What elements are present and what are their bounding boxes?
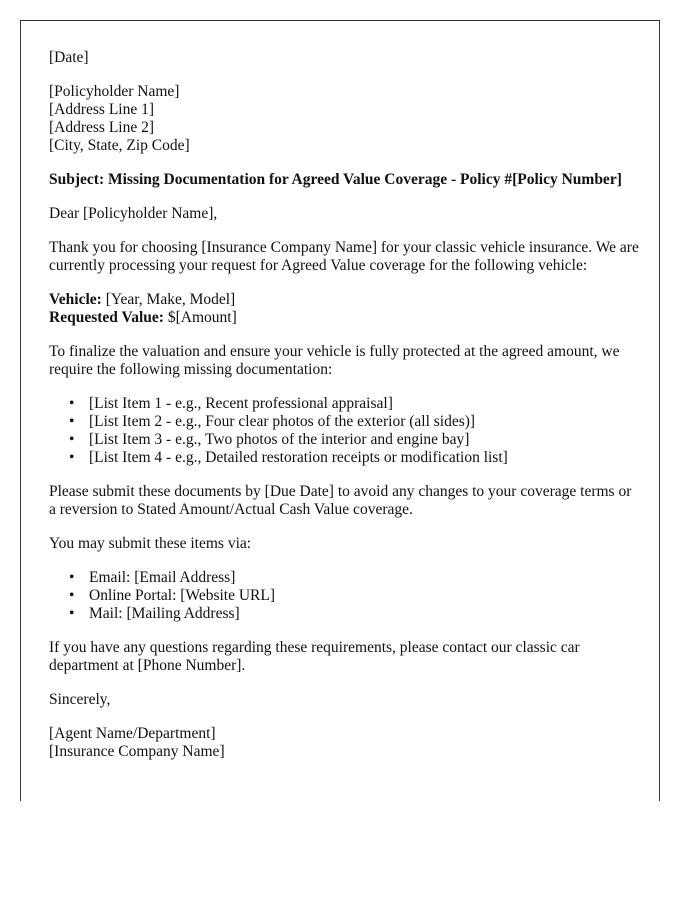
letter-date: [Date] [49, 49, 89, 66]
requirements-intro: To finalize the valuation and ensure your vehicle is fully protected at the agreed amount, we require the following missing documentation: [49, 343, 620, 378]
list-item [69, 413, 639, 431]
requested-value-amount: $[Amount] [163, 309, 237, 326]
bullet-icon: • [69, 605, 75, 622]
letter-page [20, 20, 660, 801]
bullet-icon: • [69, 569, 75, 586]
list-item-text: Mail: [Mailing Address] [89, 605, 240, 622]
contact-paragraph: If you have any questions regarding these requirements, please contact our classic car department at [Phone Number]. [49, 639, 580, 674]
vehicle-line [49, 291, 639, 309]
list-item [69, 569, 639, 587]
list-item-text: Online Portal: [Website URL] [89, 587, 276, 604]
recipient-address-block [49, 83, 639, 155]
submission-methods-list [49, 569, 639, 623]
closing: Sincerely, [49, 691, 111, 708]
list-item [69, 431, 639, 449]
list-item-text: [List Item 4 - e.g., Detailed restoration receipts or modification list] [89, 449, 508, 466]
subject-line [49, 171, 639, 189]
list-item [69, 449, 639, 467]
requested-value-label: Requested Value: [49, 309, 164, 326]
bullet-icon: • [69, 413, 75, 430]
vehicle-details [49, 291, 639, 327]
subject-text: Subject: Missing Documentation for Agreed Value Coverage - Policy #[Policy Number] [49, 171, 622, 188]
letter-content [49, 49, 639, 777]
requested-value-line [49, 309, 639, 327]
list-item-text: [List Item 1 - e.g., Recent professional appraisal] [89, 395, 393, 412]
vehicle-value: [Year, Make, Model] [101, 291, 236, 308]
list-item-text: Email: [Email Address] [89, 569, 236, 586]
recipient-city-state-zip: [City, State, Zip Code] [49, 137, 190, 154]
required-documents-list [49, 395, 639, 467]
signature-agent: [Agent Name/Department] [49, 725, 216, 742]
salutation: Dear [Policyholder Name], [49, 205, 218, 222]
submission-intro: You may submit these items via: [49, 535, 252, 552]
list-item-text: [List Item 2 - e.g., Four clear photos of the exterior (all sides)] [89, 413, 476, 430]
recipient-address-line-2: [Address Line 2] [49, 119, 155, 136]
list-item [69, 605, 639, 623]
recipient-address-line-1: [Address Line 1] [49, 101, 155, 118]
recipient-name: [Policyholder Name] [49, 83, 180, 100]
signature-company: [Insurance Company Name] [49, 743, 225, 760]
bullet-icon: • [69, 449, 75, 466]
signature-block [49, 725, 639, 761]
bullet-icon: • [69, 587, 75, 604]
list-item-text: [List Item 3 - e.g., Two photos of the interior and engine bay] [89, 431, 470, 448]
deadline-paragraph: Please submit these documents by [Due Date] to avoid any changes to your coverage terms or a reversion to Stated Amount/Actual Cash Value coverage. [49, 483, 632, 518]
bullet-icon: • [69, 431, 75, 448]
bullet-icon: • [69, 395, 75, 412]
vehicle-label: Vehicle: [49, 291, 102, 308]
list-item [69, 395, 639, 413]
intro-paragraph: Thank you for choosing [Insurance Company Name] for your classic vehicle insurance. We are currently processing your request for Agreed Value coverage for the following vehicle: [49, 239, 639, 274]
list-item [69, 587, 639, 605]
